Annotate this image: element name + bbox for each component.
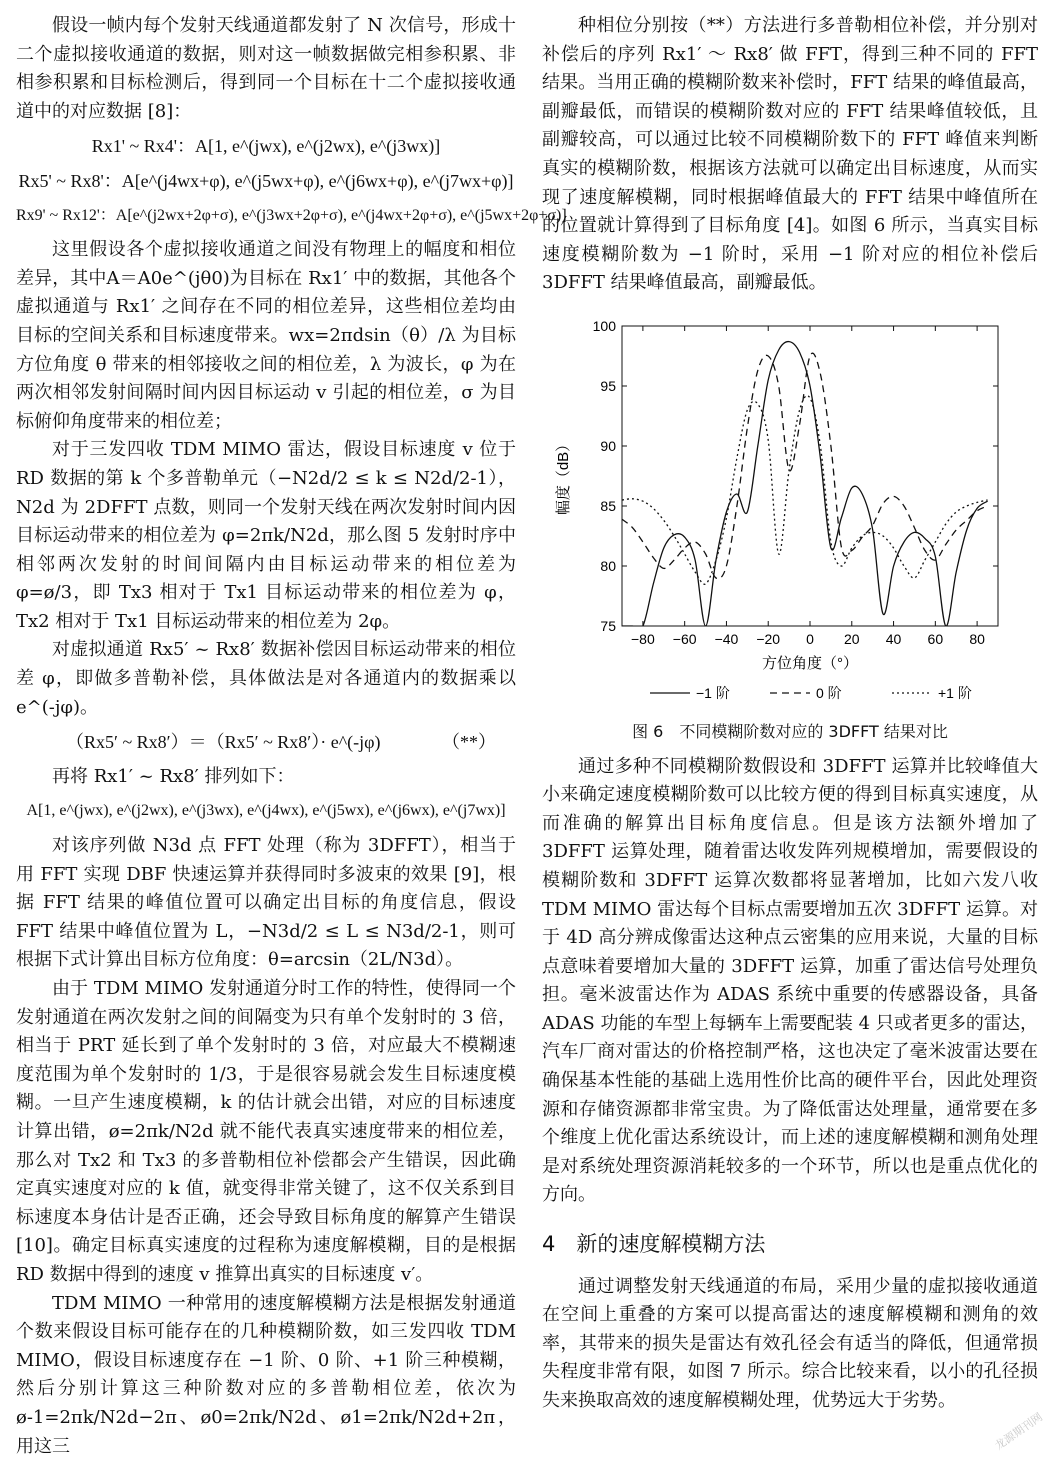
paragraph: 假设一帧内每个发射天线通道都发射了 N 次信号，形成十二个虚拟接收通道的数据，则对这一帧数据做完相参积累、非相参积累和目标检测后，得到同一个目标在十二个虚拟接收通道中的对应数据 [8]：	[16, 15, 516, 122]
x-tick-label: −40	[714, 630, 739, 647]
x-axis-label: 方位角度（°）	[762, 654, 858, 672]
legend-label: +1 阶	[938, 684, 972, 701]
x-tick-label: 0	[806, 630, 814, 647]
x-tick-label: −60	[672, 630, 697, 647]
x-tick-label: 60	[927, 630, 944, 647]
y-tick-label: 90	[600, 437, 616, 454]
equation-sequence: A[1, e^(jwx), e^(j2wx), e^(j3wx), e^(j4wx), e^(j5wx), e^(j6wx), e^(j7wx)]	[26, 802, 506, 820]
right-column	[542, 12, 1038, 1416]
paragraph: 种相位分别按（**）方法进行多普勒相位补偿，并分别对补偿后的序列 Rx1′ ～ Rx8′ 做 FFT，得到三种不同的 FFT 结果。当用正确的模糊阶数来补偿时，FFT 结果的峰值最高，副瓣最低，而错误的模糊阶数对应的 FFT 结果峰值较低，且副瓣较高，可以通过比较不同模糊阶数下的 FFT 峰值来判断真实的模糊阶数，根据该方法就可以确定出目标速度，从而实现了速度解模糊，同时根据峰值最大的 FFT 结果中峰值所在的位置就计算得到了目标角度 [4]。如图 6 所示，当真实目标速度模糊阶数为 −1 阶时，采用 −1 阶对应的相位补偿后 3DFFT 结果峰值最高，副瓣最低。	[542, 15, 1038, 294]
paragraph: 再将 Rx1′ ~ Rx8′ 排列如下：	[52, 765, 295, 787]
x-tick-label: 20	[843, 630, 860, 647]
plot-frame	[622, 326, 998, 626]
y-tick-label: 75	[600, 617, 616, 634]
figure-6	[542, 316, 1038, 714]
equation-rx1-rx4: Rx1' ~ Rx4'：A[1, e^(jwx), e^(j2wx), e^(j3wx)]	[91, 136, 441, 157]
paragraph: 通过多种不同模糊阶数假设和 3DFFT 运算并比较峰值大小来确定速度模糊阶数可以比较方便的得到目标真实速度，从而准确的解算出目标角度信息。但是该方法额外增加了 3DFFT 运算处理，随着雷达收发阵列规模增加，需要假设的模糊阶数和 3DFFT 运算次数都将显著增加，比如六发八收 TDM MIMO 雷达每个目标点需要增加五次 3DFFT 运算。对于 4D 高分辨成像雷达这种点云密集的应用来说，大量的目标点意味着要增加大量的 3DFFT 运算，加重了雷达信号处理负担。毫米波雷达作为 ADAS 系统中重要的传感器设备，具备 ADAS 功能的车型上每辆车上需要配装 4 只或者更多的雷达，汽车厂商对雷达的价格控制严格，这也决定了毫米波雷达要在确保基本性能的基础上选用性价比高的硬件平台，因此处理资源和存储资源都非常宝贵。为了降低雷达处理量，通常要在多个维度上优化雷达系统设计，而上述的速度解模糊和测角处理是对系统处理资源消耗较多的一个环节，所以也是重点优化的方向。	[542, 755, 1038, 1206]
figure-caption: 图 6 不同模糊阶数对应的 3DFFT 结果对比	[632, 721, 948, 741]
paragraph: 对于三发四收 TDM MIMO 雷达，假设目标速度 v 位于 RD 数据的第 k 个多普勒单元（−N2d/2 ≤ k ≤ N2d/2-1），N2d 为 2DFFT 点数，则同一个发射天线在两次发射时间内因目标运动带来的相位差为 φ=2πk/N2d，那么图 5 发射时序中相邻两次发射的时间间隔内由目标运动带来的相位差为 φ=ø/3，即 Tx3 相对于 Tx1 目标运动带来的相位差为 φ，Tx2 相对于 Tx1 目标运动带来的相位差为 2φ。	[16, 439, 516, 632]
x-tick-label: 80	[969, 630, 985, 647]
legend-label: −1 阶	[696, 684, 730, 701]
equation-tag: （**）	[442, 732, 496, 753]
equation-rx9-rx12: Rx9' ~ Rx12'：A[e^(j2wx+2φ+σ), e^(j3wx+2φ+σ), e^(j4wx+2φ+σ), e^(j5wx+2φ+σ)]	[16, 206, 567, 224]
paragraph: 这里假设各个虚拟接收通道之间没有物理上的幅度和相位差异，其中A＝A0e^(jθ0)为目标在 Rx1′ 中的数据，其他各个虚拟通道与 Rx1′ 之间存在不同的相位差异，这些相位差均由目标的空间关系和目标速度带来。wx=2πdsin（θ）/λ 为目标方位角度 θ 带来的相邻接收之间的相位差，λ 为波长，φ 为在两次相邻发射间隔时间内因目标运动 v 引起的相位差，σ 为目标俯仰角度带来的相位差；	[16, 239, 516, 432]
paragraph: 对该序列做 N3d 点 FFT 处理（称为 3DFFT），相当于用 FFT 实现 DBF 快速运算并获得同时多波束的效果 [9]，根据 FFT 结果的峰值位置可以确定出目标的角度信息，假设 FFT 结果中峰值位置为 L，−N3d/2 ≤ L ≤ N3d/2-1，则可根据下式计算出目标方位角度：θ=arcsin（2L/N3d）。	[16, 835, 516, 971]
paragraph: TDM MIMO 一种常用的速度解模糊方法是根据发射通道个数来假设目标可能存在的几种模糊阶数，如三发四收 TDM MIMO，假设目标速度存在 −1 阶、0 阶、+1 阶三种模糊，然后分别计算这三种阶数对应的多普勒相位差，依次为 ø-1=2πk/N2d−2π、ø0=2πk/N2d、ø1=2πk/N2d+2π，用这三	[16, 1292, 516, 1457]
series-line-2	[622, 396, 988, 585]
equation-rx5-rx8: Rx5' ~ Rx8'：A[e^(j4wx+φ), e^(j5wx+φ), e^(j6wx+φ), e^(j7wx+φ)]	[18, 170, 514, 191]
y-axis-label: 幅度（dB）	[555, 436, 572, 516]
x-tick-label: −20	[756, 630, 781, 647]
y-tick-label: 80	[600, 557, 616, 574]
paragraph: 由于 TDM MIMO 发射通道分时工作的特性，使得同一个发射通道在两次发射之间的间隔变为只有单个发射时的 3 倍，相当于 PRT 延长到了单个发射时的 3 倍，对应最大不模糊速度范围为单个发射时的 1/3，于是很容易就会发生目标速度模糊。一旦产生速度模糊，k 的估计就会出错，对应的目标速度计算出错，ø=2πk/N2d 就不能代表真实速度带来的相位差，那么对 Tx2 和 Tx3 的多普勒相位补偿都会产生错误，因此确定真实速度对应的 k 值，就变得非常关键了，这不仅关系到目标速度本身估计是否正确，还会导致目标角度的解算产生错误 [10]。确定目标真实速度的过程称为速度解模糊，目的是根据 RD 数据中得到的速度 v 推算出真实的目标速度 v′。	[16, 978, 516, 1285]
equation-body: （Rx5′ ~ Rx8′）＝（Rx5′ ~ Rx8′）· e^(-jφ)	[66, 732, 381, 753]
legend-label: 0 阶	[816, 684, 842, 701]
section-heading: 4 新的速度解模糊方法	[542, 1232, 766, 1257]
y-tick-label: 100	[592, 317, 616, 334]
x-tick-label: −80	[631, 630, 655, 647]
y-tick-label: 85	[600, 497, 616, 514]
paragraph: 对虚拟通道 Rx5′ ~ Rx8′ 数据补偿因目标运动带来的相位差 φ，即做多普勒补偿，具体做法是对各通道内的数据乘以 e^(-jφ)。	[16, 639, 516, 718]
paragraph: 通过调整发射天线通道的布局，采用少量的虚拟接收通道在空间上重叠的方案可以提高雷达的速度解模糊和测角的效率，其带来的损失是雷达有效孔径会有适当的降低，但通常损失程度非常有限，如图 7 所示。综合比较来看，以小的孔径损失来换取高效的速度解模糊处理，优势远大于劣势。	[542, 1275, 1038, 1411]
y-tick-label: 95	[600, 377, 616, 394]
line-chart	[542, 316, 1038, 714]
equation-doppler-compensation	[16, 728, 516, 757]
series-line-1	[622, 353, 988, 579]
x-tick-label: 40	[885, 630, 902, 647]
watermark: 龙源期刊网	[992, 1410, 1046, 1453]
